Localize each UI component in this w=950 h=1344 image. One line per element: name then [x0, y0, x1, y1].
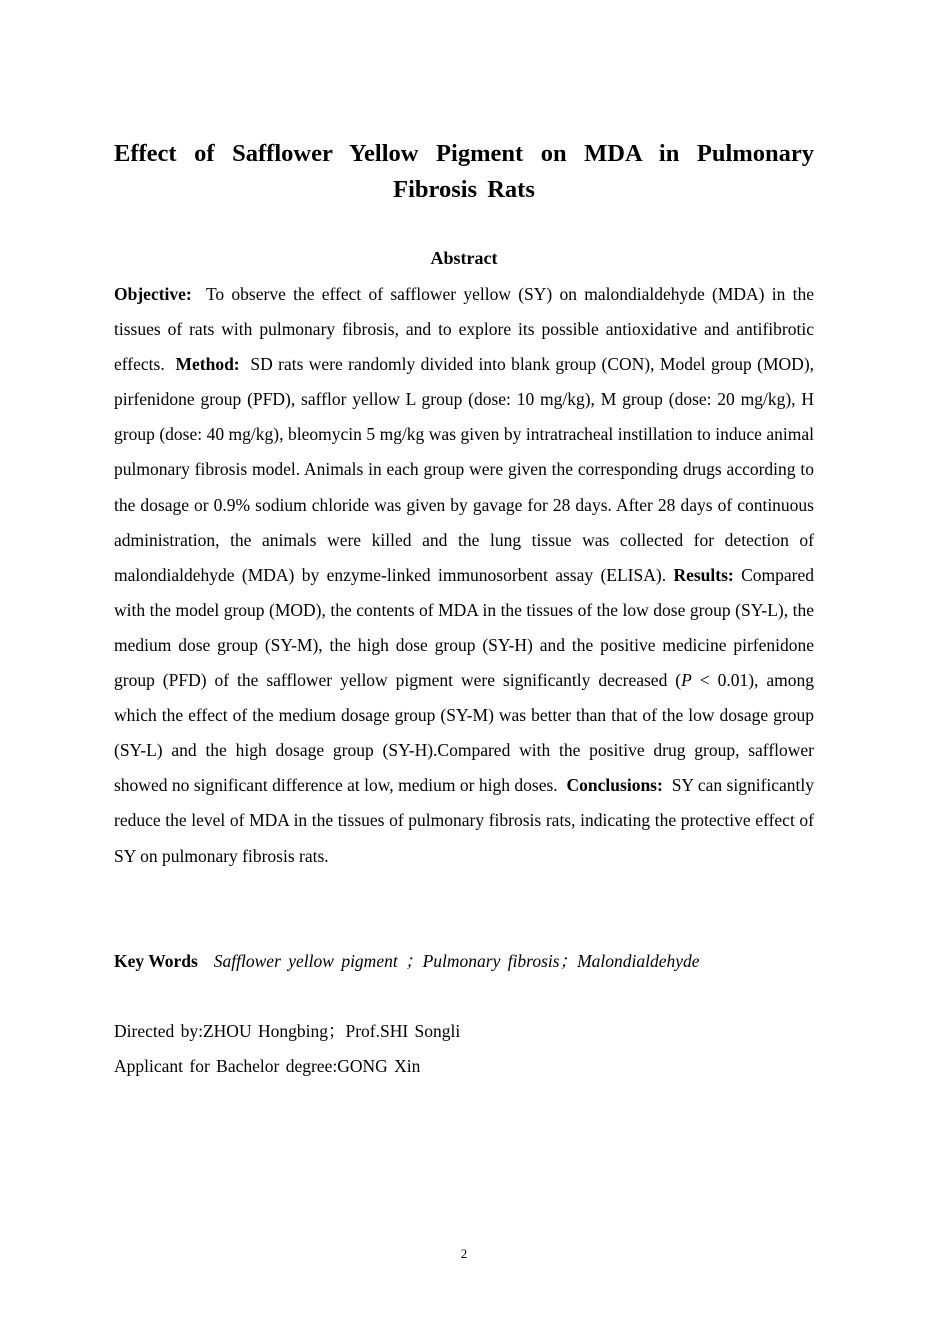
abstract-body	[114, 277, 814, 874]
directed-by: Directed by:ZHOU Hongbing；Prof.SHI Songli	[114, 1021, 461, 1041]
document-title: Effect of Safflower Yellow Pigment on MDA in Pulmonary Fibrosis Rats	[114, 140, 814, 203]
conclusions-label: Conclusions:	[566, 775, 663, 796]
results-label: Results:	[673, 564, 734, 585]
results-text-1: Compared with the model group (MOD), the contents of MDA in the tissues of the low dose group (SY-L), the medium dose group (SY-M), the high dose group (SY-H) and the positive medicine pirfenidone group (PFD) of the safflower yellow pigment were significantly decreased (	[114, 564, 815, 691]
method-label: Method:	[175, 354, 240, 375]
abstract-heading: Abstract	[430, 248, 498, 268]
method-text: SD rats were randomly divided into blank group (CON), Model group (MOD), pirfenidone group (PFD), safflor yellow L group (dose: 10 mg/kg), M group (dose: 20 mg/kg), H group (dose: 40 mg/kg), bleomycin 5 mg/kg was given by intratracheal instillation to induce animal pulmonary fibrosis model. Animals in each group were given the corresponding drugs according to the dosage or 0.9% sodium chloride was given by gavage for 28 days. After 28 days of continuous administration, the animals were killed and the lung tissue was collected for detection of malondialdehyde (MDA) by enzyme-linked immunosorbent assay (ELISA).	[114, 354, 815, 585]
applicant: Applicant for Bachelor degree:GONG Xin	[114, 1056, 421, 1076]
conclusions-text: SY can significantly reduce the level of MDA in the tissues of pulmonary fibrosis rats, indicating the protective effect of SY on pulmonary fibrosis rats.	[114, 775, 815, 866]
keywords-list: Safflower yellow pigment ；Pulmonary fibrosis；Malondialdehyde	[213, 951, 700, 971]
keywords-label: Key Words	[114, 951, 198, 971]
objective-label: Objective:	[114, 284, 192, 304]
objective-text: To observe the effect of safflower yellow (SY) on malondialdehyde (MDA) in the tissues of rats with pulmonary fibrosis, and to explore its possible antioxidative and antifibrotic effects.	[114, 284, 814, 375]
page-number: 2	[460, 1246, 468, 1261]
keywords-line	[114, 944, 814, 979]
results-text-2: < 0.01), among which the effect of the medium dosage group (SY-M) was better than that of the low dosage group (SY-L) and the high dosage group (SY-H).Compared with the positive drug group, safflower showed no significant difference at low, medium or high doses.	[114, 670, 814, 796]
results-p-symbol: P	[681, 670, 692, 691]
